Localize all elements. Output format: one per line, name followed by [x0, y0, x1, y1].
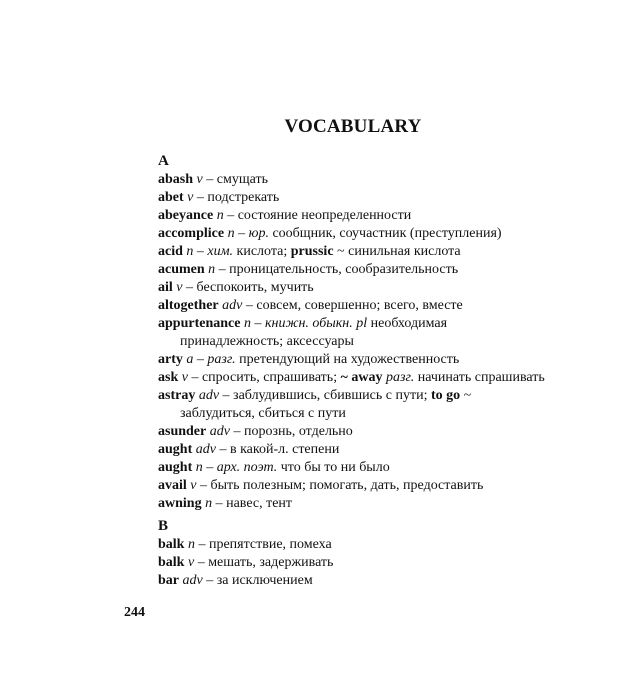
dictionary-entry: altogether adv – совсем, совершенно; всего, вместе	[158, 298, 463, 313]
usage-label: хим.	[207, 244, 234, 259]
dictionary-entry: ail v – беспокоить, мучить	[158, 280, 314, 295]
definition: в какой-л. степени	[229, 442, 340, 457]
dictionary-entry: accomplice n – юр. сообщник, соучастник (преступления)	[158, 226, 502, 241]
definition: проницательность, сообразительность	[229, 262, 459, 277]
part-of-speech: a	[186, 352, 194, 367]
part-of-speech: adv	[195, 442, 216, 457]
dictionary-entry: abet v – подстрекать	[158, 190, 280, 205]
definition-continuation: заблудиться, сбиться с пути	[180, 406, 346, 421]
dictionary-entry: ask v – спросить, спрашивать; ~ away разг. начинать спрашивать	[158, 370, 545, 385]
headword: balk	[158, 537, 185, 552]
section-letter: A	[158, 153, 169, 169]
dictionary-entry: astray adv – заблудившись, сбившись с пути; to go ~ заблудиться, сбиться с пути	[158, 387, 558, 423]
vocabulary-list	[158, 152, 558, 590]
dictionary-entry: balk v – мешать, задерживать	[158, 555, 334, 570]
definition: быть полезным; помогать, дать, предоставить	[210, 478, 484, 493]
definition: заблудившись, сбившись с пути;	[233, 388, 428, 403]
headword: ail	[158, 280, 173, 295]
part-of-speech: n	[205, 496, 213, 511]
dictionary-entry: aught n – арх. поэт. что бы то ни было	[158, 460, 390, 475]
page-number: 244	[124, 605, 145, 620]
definition: сообщник, соучастник (преступления)	[272, 226, 502, 241]
headword: acumen	[158, 262, 205, 277]
part-of-speech: adv	[209, 424, 230, 439]
usage-label: юр.	[248, 226, 269, 241]
headword: balk	[158, 555, 185, 570]
part-of-speech: n	[186, 244, 194, 259]
dictionary-entry: arty a – разг. претендующий на художественность	[158, 352, 460, 367]
definition: препятствие, помеха	[208, 537, 332, 552]
headword: aught	[158, 442, 193, 457]
dictionary-entry: aught adv – в какой-л. степени	[158, 442, 340, 457]
definition-continuation: принадлежность; аксессуары	[180, 334, 354, 349]
headword: avail	[158, 478, 187, 493]
definition: кислота;	[236, 244, 288, 259]
sub-definition: ~	[463, 388, 472, 403]
part-of-speech: n	[208, 262, 216, 277]
headword: asunder	[158, 424, 207, 439]
dictionary-entry: acid n – хим. кислота; prussic ~ синильная кислота	[158, 244, 461, 259]
dictionary-entry: asunder adv – порознь, отдельно	[158, 424, 353, 439]
headword: abeyance	[158, 208, 214, 223]
definition: мешать, задерживать	[208, 555, 334, 570]
part-of-speech: v	[196, 172, 203, 187]
usage-label: арх. поэт.	[216, 460, 278, 475]
definition: состояние неопределенности	[237, 208, 412, 223]
part-of-speech: adv	[182, 573, 203, 588]
dictionary-entry: avail v – быть полезным; помогать, дать, предоставить	[158, 478, 484, 493]
part-of-speech: n	[216, 208, 224, 223]
definition: порознь, отдельно	[243, 424, 353, 439]
definition: что бы то ни было	[280, 460, 390, 475]
dictionary-entry: balk n – препятствие, помеха	[158, 537, 332, 552]
part-of-speech: adv	[222, 298, 243, 313]
sub-definition: ~ синильная кислота	[337, 244, 461, 259]
part-of-speech: n	[195, 460, 203, 475]
definition: смущать	[216, 172, 268, 187]
definition: навес, тент	[226, 496, 293, 511]
usage-label: книжн. обыкн. pl	[264, 316, 368, 331]
dictionary-entry: appurtenance n – книжн. обыкн. pl необходимая принадлежность; аксессуары	[158, 315, 558, 351]
part-of-speech: n	[243, 316, 251, 331]
headword: bar	[158, 573, 179, 588]
sub-headword: ~ away	[340, 370, 383, 385]
part-of-speech: v	[187, 555, 195, 570]
dictionary-entry: abash v – смущать	[158, 172, 268, 187]
definition: совсем, совершенно; всего, вместе	[256, 298, 463, 313]
headword: accomplice	[158, 226, 225, 241]
dictionary-entry: acumen n – проницательность, сообразительность	[158, 262, 459, 277]
part-of-speech: n	[187, 537, 195, 552]
page-title: VOCABULARY	[284, 116, 422, 137]
definition: подстрекать	[207, 190, 280, 205]
sub-headword: to go	[430, 388, 461, 403]
sub-usage-label: разг.	[385, 370, 415, 385]
usage-label: разг.	[207, 352, 236, 367]
dictionary-entry: abeyance n – состояние неопределенности	[158, 208, 412, 223]
part-of-speech: adv	[198, 388, 220, 403]
dictionary-entry: bar adv – за исключением	[158, 573, 313, 588]
sub-headword: prussic	[290, 244, 334, 259]
headword: abet	[158, 190, 184, 205]
part-of-speech: v	[181, 370, 188, 385]
sub-definition: начинать спрашивать	[417, 370, 545, 385]
headword: astray	[158, 388, 196, 403]
definition: за исключением	[216, 573, 313, 588]
headword: ask	[158, 370, 179, 385]
headword: altogether	[158, 298, 219, 313]
part-of-speech: v	[176, 280, 183, 295]
headword: abash	[158, 172, 194, 187]
section-letter: B	[158, 518, 169, 534]
headword: aught	[158, 460, 193, 475]
dictionary-entry: awning n – навес, тент	[158, 496, 293, 511]
definition: спросить, спрашивать;	[201, 370, 338, 385]
part-of-speech: v	[187, 190, 194, 205]
headword: arty	[158, 352, 183, 367]
definition: беспокоить, мучить	[196, 280, 314, 295]
headword: acid	[158, 244, 183, 259]
headword: appurtenance	[158, 316, 241, 331]
part-of-speech: v	[190, 478, 197, 493]
definition: необходимая	[370, 316, 448, 331]
part-of-speech: n	[227, 226, 235, 241]
headword: awning	[158, 496, 202, 511]
definition: претендующий на художественность	[239, 352, 460, 367]
